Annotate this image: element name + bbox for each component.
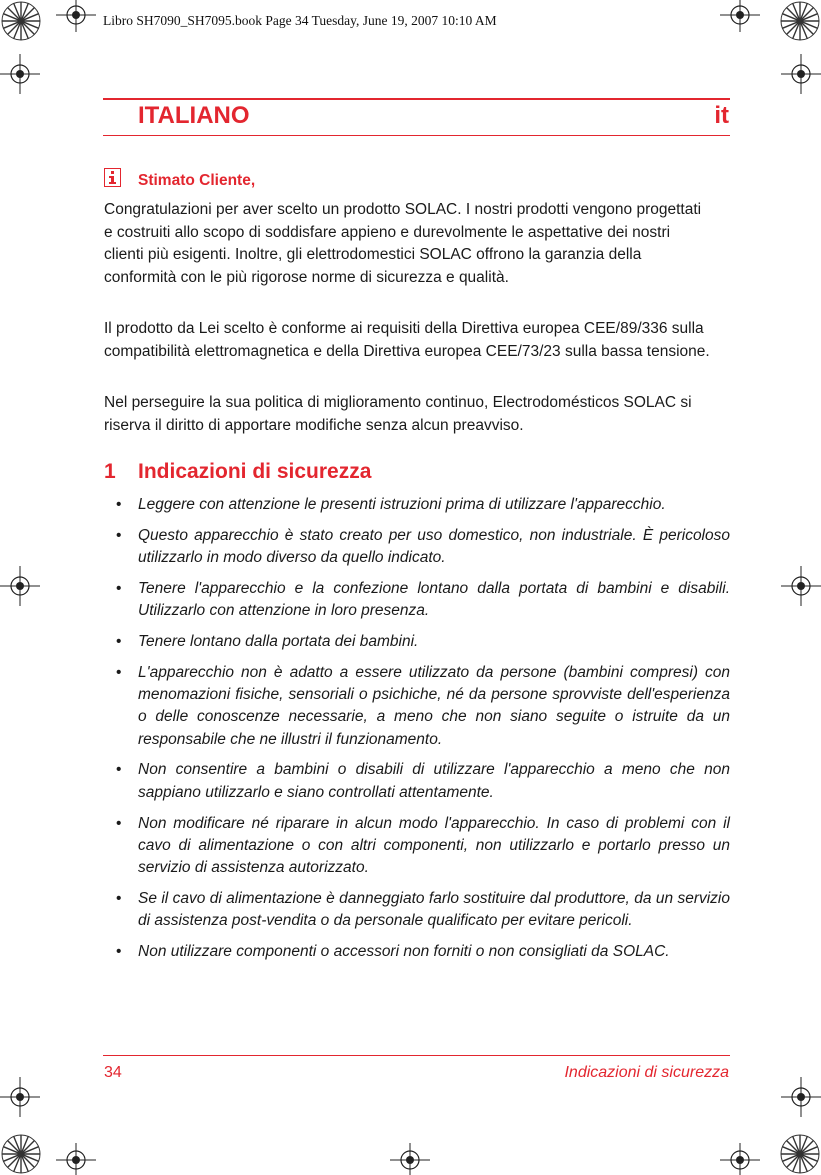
list-item: • Non consentire a bambini o disabili di utilizzare l'apparecchio a meno che non sappiano utilizzarlo e siano controllati attentamente. (116, 761, 730, 801)
footer-section-title: Indicazioni di sicurezza (564, 1064, 729, 1081)
registration-mark-icon (781, 566, 821, 606)
registration-mark-icon (781, 54, 821, 94)
greeting: Stimato Cliente, (138, 172, 256, 189)
registration-mark-icon (56, 0, 96, 32)
registration-mark-icon (781, 1077, 821, 1117)
registration-mark-icon (0, 1077, 40, 1117)
starburst-mark-icon (779, 0, 821, 42)
registration-mark-icon (0, 566, 40, 606)
directive-paragraph: Il prodotto da Lei scelto è conforme ai requisiti della Direttiva europea CEE/89/336 sulla compatibilità elettromagnetica e della Direttiva europea CEE/73/23 sulla bassa tensione. (104, 320, 710, 360)
registration-mark-icon (720, 1143, 760, 1175)
info-icon (104, 168, 121, 187)
starburst-mark-icon (0, 1133, 42, 1175)
registration-mark-icon (720, 0, 760, 32)
header-language: ITALIANO (138, 102, 250, 129)
list-item: • Tenere lontano dalla portata dei bambini. (116, 632, 419, 650)
list-item: • Non utilizzare componenti o accessori non forniti o non consigliati da SOLAC. (116, 943, 670, 961)
footer-rule (103, 1055, 730, 1056)
header-rule-top (103, 98, 730, 100)
header-language-code: it (714, 102, 729, 129)
section-title-text: Indicazioni di sicurezza (138, 460, 372, 483)
section-number: 1 (104, 460, 116, 483)
list-item: • Leggere con attenzione le presenti istruzioni prima di utilizzare l'apparecchio. (116, 496, 666, 513)
list-item: • Se il cavo di alimentazione è danneggiato farlo sostituire dal produttore, da un servizio di assistenza post-vendita o da personale qualificato per evitare pericoli. (116, 889, 730, 930)
starburst-mark-icon (0, 0, 42, 42)
printer-slug: Libro SH7090_SH7095.book Page 34 Tuesday, June 19, 2007 10:10 AM (103, 13, 497, 28)
intro-paragraph: Congratulazioni per aver scelto un prodotto SOLAC. I nostri prodotti vengono progettati e costruiti allo scopo di soddisfare appieno e durevolmente le aspettative dei nostri clienti più esigenti. Inoltre, gli elettrodomestici SOLAC offrono la garanzia della conformità con le più rigorose norme di sicurezza e qualità. (104, 201, 702, 286)
list-item: • Questo apparecchio è stato creato per uso domestico, non industriale. È pericoloso utilizzarlo in modo diverso da quello indicato. (116, 526, 730, 567)
registration-mark-icon (56, 1143, 96, 1175)
list-item: • L'apparecchio non è adatto a essere utilizzato da persone (bambini compresi) con menomazioni fisiche, sensoriali o psichiche, né da persone sprovviste dell'esperienza o delle conoscenze necessarie, a meno che non siano seguite o istruite da un responsabile che ne illustri il funzionamento. (116, 663, 730, 748)
section-title (104, 460, 371, 484)
registration-mark-icon (0, 54, 40, 94)
safety-list (104, 494, 730, 972)
starburst-mark-icon (779, 1133, 821, 1175)
registration-mark-icon (390, 1143, 430, 1175)
page-number: 34 (104, 1064, 122, 1081)
list-item: • Non modificare né riparare in alcun modo l'apparecchio. In caso di problemi con il cavo di alimentazione o con altri componenti, non utilizzarlo e portarlo presso un servizio di assistenza autorizzato. (116, 814, 730, 877)
improvement-paragraph: Nel perseguire la sua politica di miglioramento continuo, Electrodomésticos SOLAC si riserva il diritto di apportare modifiche senza alcun preavviso. (104, 394, 692, 434)
header-rule-bottom (103, 135, 730, 136)
list-item: • Tenere l'apparecchio e la confezione lontano dalla portata di bambini e disabili. Utilizzarlo con attenzione in loro presenza. (116, 579, 730, 620)
